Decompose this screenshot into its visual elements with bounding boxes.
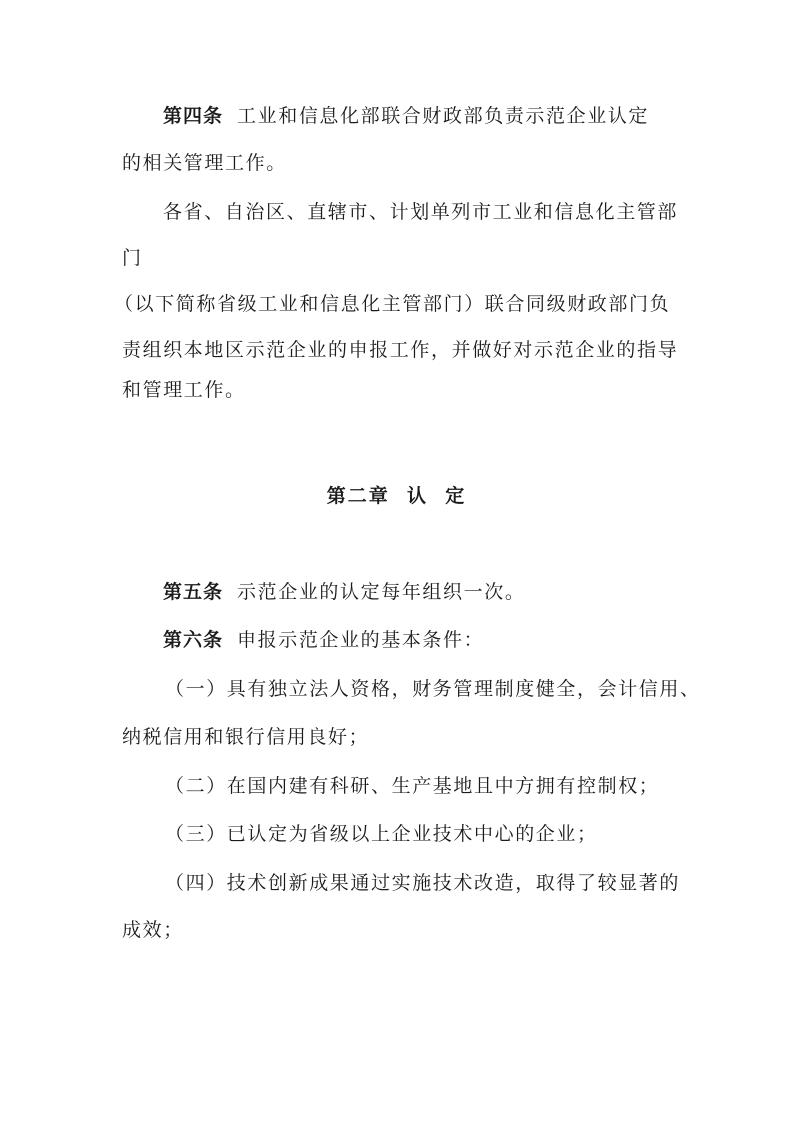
item-1-line-2: 纳税信用和银行信用良好； xyxy=(122,726,370,748)
chapter-2-heading: 第二章 认 定 xyxy=(326,485,467,507)
article-6-text: 申报示范企业的基本条件： xyxy=(237,629,485,651)
article-4-line-1 xyxy=(163,104,649,128)
item-2: （二）在国内建有科研、生产基地且中方拥有控制权； xyxy=(165,775,660,797)
item-1-line-1: （一）具有独立法人资格，财务管理制度健全，会计信用、 xyxy=(165,678,701,700)
item-4-line-1: （四）技术创新成果通过实施技术改造，取得了较显著的 xyxy=(165,872,681,894)
article-4-label: 第四条 xyxy=(163,105,224,127)
article-5-label: 第五条 xyxy=(163,581,224,603)
article-6 xyxy=(163,628,484,652)
article-5-text: 示范企业的认定每年组织一次。 xyxy=(237,581,526,603)
article-4-text: 工业和信息化部联合财政部负责示范企业认定 xyxy=(237,105,650,127)
para-2-line-3: （以下简称省级工业和信息化主管部门）联合同级财政部门负 xyxy=(114,293,671,315)
para-2-line-2: 门 xyxy=(122,247,143,269)
para-2-line-4: 责组织本地区示范企业的申报工作，并做好对示范企业的指导 xyxy=(122,339,679,361)
item-3: （三）已认定为省级以上企业技术中心的企业； xyxy=(165,823,598,845)
article-5 xyxy=(163,580,525,604)
article-6-label: 第六条 xyxy=(163,629,224,651)
para-2-line-1: 各省、自治区、直辖市、计划单列市工业和信息化主管部 xyxy=(163,201,679,223)
item-4-line-2: 成效； xyxy=(122,919,184,941)
article-4-line-2: 的相关管理工作。 xyxy=(122,152,287,174)
para-2-line-5: 和管理工作。 xyxy=(122,379,246,401)
